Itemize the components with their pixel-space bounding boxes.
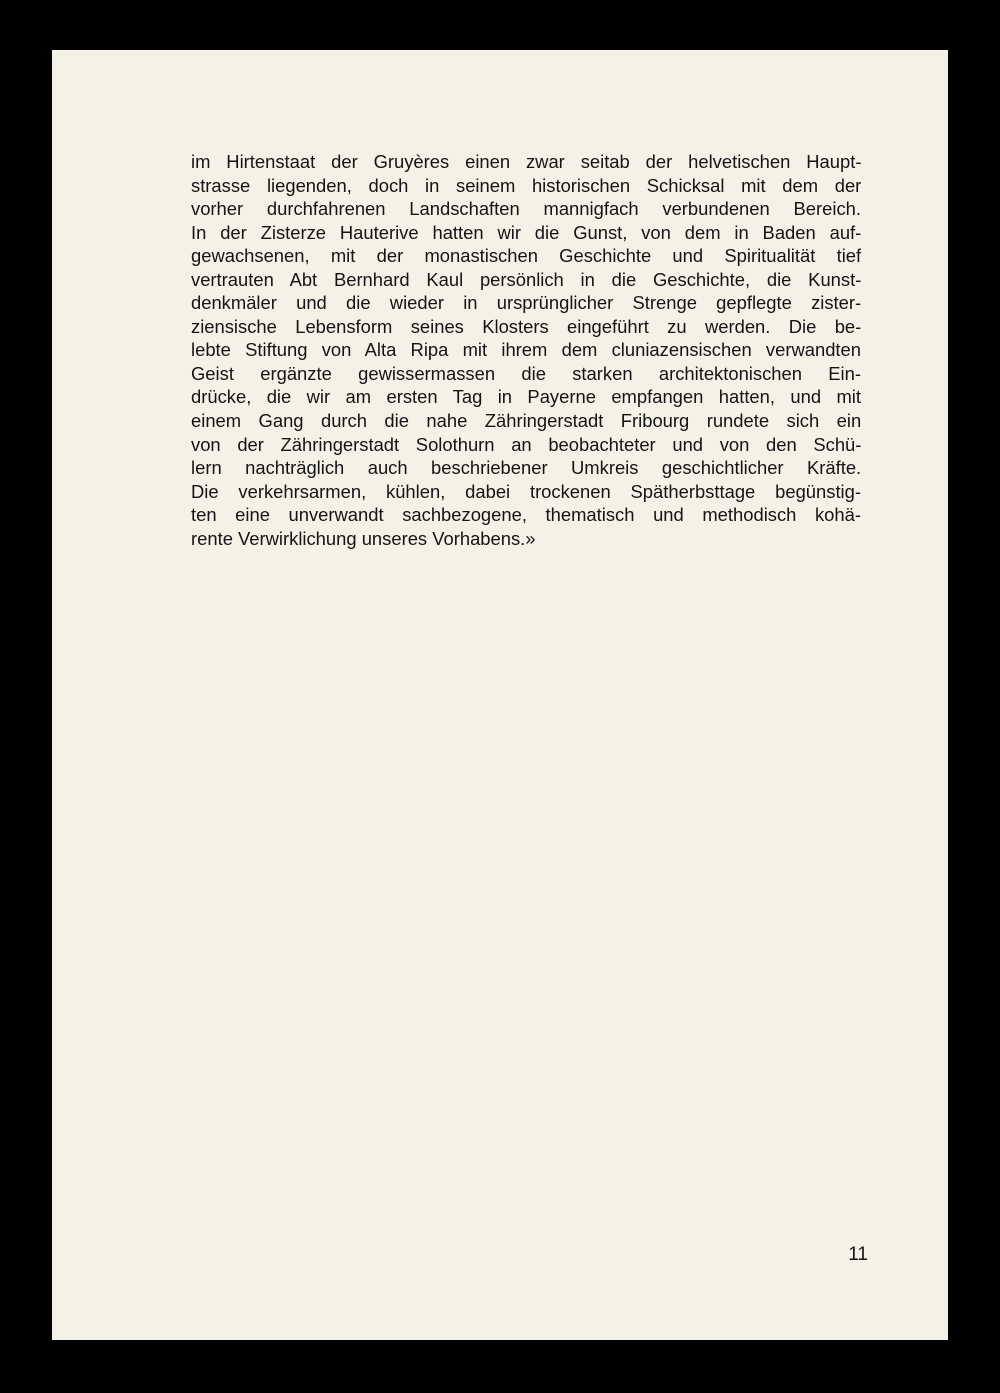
- text-line: strasse liegenden, doch in seinem historischen Schicksal mit dem der: [191, 174, 862, 196]
- text-line: drücke, die wir am ersten Tag in Payerne empfangen hatten, und mit: [191, 386, 861, 408]
- text-line: von der Zähringerstadt Solothurn an beobachteter und von den Schü-: [191, 433, 862, 455]
- text-line: vorher durchfahrenen Landschaften mannigfach verbundenen Bereich.: [191, 198, 861, 220]
- text-line: lebte Stiftung von Alta Ripa mit ihrem dem cluniazensischen verwandten: [191, 339, 861, 361]
- page-number: 11: [848, 1244, 868, 1265]
- text-line: im Hirtenstaat der Gruyères einen zwar seitab der helvetischen Haupt-: [191, 151, 862, 172]
- text-line: einem Gang durch die nahe Zähringerstadt Fribourg rundete sich ein: [191, 410, 862, 432]
- text-line: denkmäler und die wieder in ursprünglicher Strenge gepflegte zister-: [191, 292, 862, 314]
- text-line: vertrauten Abt Bernhard Kaul persönlich in die Geschichte, die Kunst-: [191, 268, 862, 290]
- text-line: Die verkehrsarmen, kühlen, dabei trockenen Spätherbsttage begünstig-: [191, 480, 861, 502]
- text-line: ten eine unverwandt sachbezogene, thematisch und methodisch kohä-: [191, 504, 861, 526]
- text-line: gewachsenen, mit der monastischen Geschichte und Spiritualität tief: [191, 245, 862, 267]
- text-line: Geist ergänzte gewissermassen die starken architektonischen Ein-: [191, 362, 861, 384]
- body-paragraph: [191, 150, 861, 550]
- text-line: ziensische Lebensform seines Klosters eingeführt zu werden. Die be-: [191, 315, 862, 337]
- text-line: lern nachträglich auch beschriebener Umkreis geschichtlicher Kräfte.: [191, 457, 862, 479]
- page-sheet: [52, 50, 948, 1340]
- text-line: rente Verwirklichung unseres Vorhabens.»: [191, 527, 536, 549]
- text-line: In der Zisterze Hauterive hatten wir die Gunst, von dem in Baden auf-: [191, 221, 862, 243]
